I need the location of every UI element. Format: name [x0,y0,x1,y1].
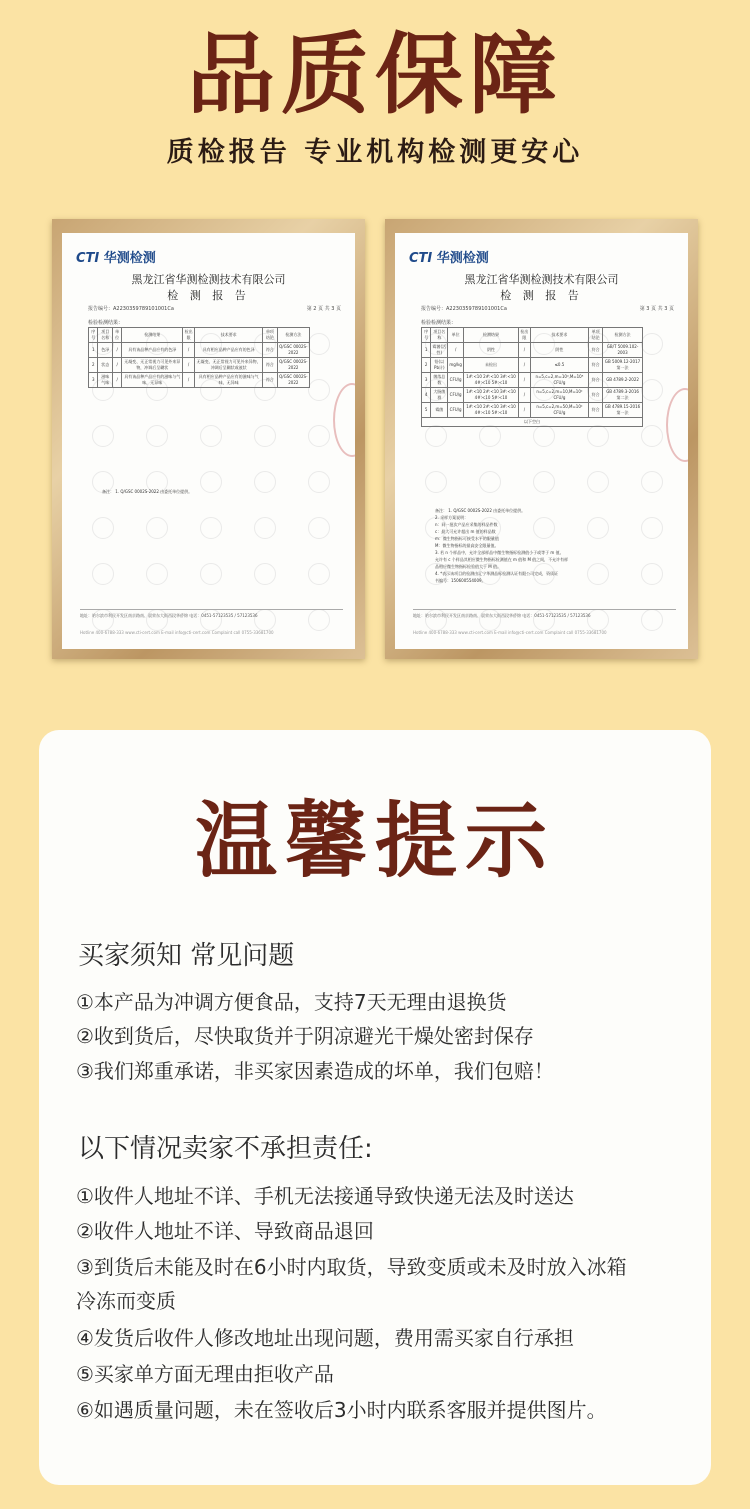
table-cell: 符合 [263,343,277,358]
table-cell: Q/GSC 0002S-2022 [277,358,309,373]
page-subtitle: 质检报告 专业机构检测更安心 [166,137,584,168]
table-cell: 4 [422,388,431,403]
table-header-cell: 检测方法 [603,328,643,343]
report-note-line: m：微生物指标可接受水平的限量值 [435,536,499,541]
watermark-icon [425,471,447,493]
watermark-icon [308,563,330,585]
table-header-cell: 序号 [89,328,98,343]
cti-logo-text: 华测检测 [436,251,489,266]
table-cell: / [183,373,195,388]
table-cell: 1 [422,343,431,358]
table-header-row [89,328,310,343]
report-company: 黑龙江省华测检测技术有限公司 [131,273,286,286]
table-header-cell: 检出限 [519,328,531,343]
table-cell: Q/GSC 0002S-2022 [277,343,309,358]
table-cell: 具有该品种产品应有的色泽 [122,343,183,358]
cti-logo-mark: CTI [409,251,433,266]
table-cell: 1 [89,343,98,358]
watermark-icon [641,379,663,401]
table-cell: 菌落总数 [431,373,448,388]
report-note-line: 3. 若 n 个样品中，允许全部样品中微生物指标检测值小于或等于 m 值。 [435,550,564,555]
seller-item: ④发货后收件人修改地址出现问题，费用需买家自行承担 [76,1326,574,1350]
table-header-cell: 检测结果 [122,328,183,343]
buyer-item: ①本产品为冲调方便食品，支持7天无理由退换货 [76,990,507,1014]
table-row [422,388,643,403]
table-cell: 5 [422,403,431,418]
table-cell: 具有该品种产品应有的滋味与气味，无异味 [122,373,183,388]
seal-stamp [333,383,355,457]
table-header-cell: 单项结论 [589,328,603,343]
report-page-right [395,233,688,649]
table-cell: 1#:<10 2#:<10 3#:<10 4#:<10 5#:<10 [463,388,518,403]
table-cell: mg/kg [448,358,464,373]
watermark-icon [641,471,663,493]
report-note-line: 2. 采样方案说明： [435,515,469,520]
table-cell: GB/T 5009.102-2003 [603,343,643,358]
section-label: 检验检测结果： [421,320,457,326]
watermark-icon [200,471,222,493]
table-cell: 符合 [589,388,603,403]
watermark-icon [146,425,168,447]
results-table-right [421,327,643,427]
table-header-cell: 项目名称 [431,328,448,343]
watermark-icon [533,471,555,493]
tips-card [39,730,711,1485]
buyer-item: ②收到货后，尽快取货并于阴凉避光干燥处密封保存 [76,1024,534,1048]
table-cell: Q/GSC 0002S-2022 [277,373,309,388]
table-cell: GB 4789.15-2016 第一法 [603,403,643,418]
seller-item: ⑤买家单方面无理由拒收产品 [76,1362,334,1386]
report-title: 检 测 报 告 [167,289,250,302]
seller-item: ⑥如遇质量问题，未在签收后3小时内联系客服并提供图片。 [76,1398,607,1422]
table-cell: / [519,343,531,358]
table-cell: / [112,373,121,388]
table-cell: GB 4789.3-2016 第二法 [603,388,643,403]
report-note-line: 备注： 1. Q/GSC 0002S-2022 由委托单位提供。 [435,508,526,513]
watermark-icon [92,517,114,539]
watermark-icon [254,425,276,447]
watermark-icon [479,425,501,447]
watermark-icon [641,563,663,585]
table-header-cell: 单位 [112,328,121,343]
seller-heading: 以下情况卖家不承担责任: [78,1134,373,1164]
seller-item: ①收件人地址不详、手机无法接通导致快递无法及时送达 [76,1184,574,1208]
report-frame-left [52,219,365,659]
watermark-icon [479,471,501,493]
table-cell: 大肠菌群 [431,388,448,403]
watermark-icon [308,471,330,493]
table-header-cell: 技术要求 [530,328,588,343]
watermark-icon [254,517,276,539]
table-cell: ≤0.5 [530,358,588,373]
report-note-line: 允许有 c 个样品其相应微生物指标检测值在 m 值和 M 值之间，不允许有样 [435,557,569,562]
watermark-icon [146,517,168,539]
table-cell: 符合 [589,373,603,388]
table-cell: 铅(以Pb计) [431,358,448,373]
report-page-number: 第 3 页 共 3 页 [639,306,674,312]
table-cell: 阴性 [463,343,518,358]
report-note-line: 品相应微生物指标检验值大于 M 值。 [435,564,501,569]
watermark-icon [308,379,330,401]
report-number-label: 报告编号： [421,306,447,312]
table-cell: / [519,403,531,418]
table-cell: 无凝变、无正常视力可见外来异物，冲调后呈糊状或液状 [195,358,263,373]
table-end-row [422,418,643,427]
table-header-cell: 技术要求 [195,328,263,343]
seal-stamp [666,388,688,462]
buyer-heading: 买家须知 常见问题 [78,941,295,971]
report-footer-contact: Hotline 400-6788-333 www.cti-cert.com E-mail info@cti-cert.com Complaint call 0755-33681700 [413,630,607,635]
report-company: 黑龙江省华测检测技术有限公司 [464,273,619,286]
report-title: 检 测 报 告 [500,289,583,302]
table-header-cell: 项目名称 [98,328,112,343]
report-number-line [88,305,341,312]
table-cell: 符合 [589,343,603,358]
table-cell: 无凝变、无正常视力可见外来异物，冲调后呈糊状 [122,358,183,373]
table-end-cell: 以下空白 [422,418,643,427]
report-number: A2230359789101001Ca [113,306,174,312]
table-cell: / [112,343,121,358]
report-footer-contact: Hotline 400-6788-333 www.cti-cert.com E-mail info@cti-cert.com Complaint call 0755-33681700 [80,630,274,635]
report-note: 备注： 1. Q/GSC 0002S-2022 由委托单位提供。 [102,489,193,494]
watermark-icon [146,563,168,585]
table-cell: 具有相应品种产品应有的滋味与气味，无异味 [195,373,263,388]
seller-item: ③到货后未能及时在6小时内取货，导致变质或未及时放入冰箱 [76,1255,627,1279]
report-number: A2230359789101001Ca [446,306,507,312]
table-cell: GB 4789.2-2022 [603,373,643,388]
cti-logo [409,247,489,266]
table-header-cell: 序号 [422,328,431,343]
table-cell: CFU/g [448,373,464,388]
table-cell: 色泽 [98,343,112,358]
table-cell: / [183,343,195,358]
table-cell: CFU/g [448,403,464,418]
cti-logo-mark: CTI [76,251,100,266]
table-cell: 1#:<10 2#:<10 3#:<10 4#:<10 5#:<10 [463,403,518,418]
cti-logo-text: 华测检测 [103,251,156,266]
table-cell: 3 [422,373,431,388]
table-cell: 霉菌 [431,403,448,418]
table-cell: 未检出 [463,358,518,373]
table-cell: 2 [422,358,431,373]
cti-logo [76,247,156,266]
watermark-icon [587,517,609,539]
watermark-icon [587,425,609,447]
table-cell: / [519,373,531,388]
table-header-cell: 检出限 [183,328,195,343]
watermark-icon [641,333,663,355]
seller-item: ②收件人地址不详、导致商品退回 [76,1219,374,1243]
table-cell: 3 [89,373,98,388]
table-header-cell: 单位 [448,328,464,343]
table-row [89,343,310,358]
page-title: 品质保障 [186,23,563,126]
watermark-icon [308,425,330,447]
report-footer: 地址：哈尔滨市利民开发区南京路南、晨荣东大街西段华侨锦 电话：0451-57123535 / 57123536 [80,609,343,619]
watermark-icon [254,471,276,493]
section-label: 检验检测结果： [88,320,124,326]
watermark-icon [254,563,276,585]
table-cell: GB 5009.12-2017 第一法 [603,358,643,373]
watermark-icon [200,563,222,585]
table-row [89,358,310,373]
table-cell: 符合 [263,358,277,373]
watermark-icon [200,425,222,447]
report-frame-right [385,219,698,659]
watermark-icon [587,563,609,585]
table-cell: n=5,c=2,m=10,M=10² CFU/g [530,388,588,403]
table-cell: 符合 [589,358,603,373]
report-notes [435,507,568,584]
table-header-cell: 检测方法 [277,328,309,343]
table-cell: 符合 [589,403,603,418]
table-cell: 滋味气味 [98,373,112,388]
report-footer: 地址：哈尔滨市利民开发区南京路南、晨荣东大街西段华侨锦 电话：0451-57123535 / 57123536 [413,609,676,619]
table-cell: / [519,388,531,403]
watermark-icon [641,517,663,539]
buyer-item: ③我们郑重承诺，非买家因素造成的坏单，我们包赔！ [76,1059,554,1083]
watermark-icon [92,563,114,585]
watermark-icon [533,425,555,447]
table-header-row [422,328,643,343]
report-note-line: M：微生物指标的最高安全限量值。 [435,543,499,548]
report-note-line: n：同一批次产品应采集的样品件数 [435,522,498,527]
table-cell: 符合 [263,373,277,388]
table-row [422,343,643,358]
results-table-left [88,327,310,388]
report-note-line: 书编号：150600554009。 [435,578,486,583]
table-cell: n=5,c=2,m=50,M=10² CFU/g [530,403,588,418]
report-page-left [62,233,355,649]
report-number-label: 报告编号： [88,306,114,312]
table-header-cell: 单项结论 [263,328,277,343]
report-note-line: 4. *表示该项目的检测由辽宁华测品标检测认证有限公司完成，资质证 [435,571,559,576]
table-row [89,373,310,388]
table-cell: / [448,343,464,358]
seller-item: 冷冻而变质 [76,1289,176,1313]
table-cell: 具有相应品种产品应有的色泽 [195,343,263,358]
table-cell: 2 [89,358,98,373]
table-cell: 1#:<10 2#:<10 3#:<10 4#:<10 5#:<10 [463,373,518,388]
table-row [422,373,643,388]
table-cell: / [519,358,531,373]
report-note-line: c：最大可允许超出 m 值的样品数 [435,529,496,534]
table-row [422,403,643,418]
tips-title: 温馨提示 [194,794,555,889]
table-cell: / [112,358,121,373]
table-cell: CFU/g [448,388,464,403]
table-cell: 霉菌(活性) [431,343,448,358]
report-page-number: 第 2 页 共 3 页 [306,306,341,312]
table-header-cell: 检测结果 [463,328,518,343]
watermark-icon [425,425,447,447]
watermark-icon [92,425,114,447]
table-cell: 阴性 [530,343,588,358]
table-cell: n=5,c=2,m=10⁴,M=10⁵ CFU/g [530,373,588,388]
watermark-icon [200,517,222,539]
watermark-icon [587,471,609,493]
table-cell: 状态 [98,358,112,373]
report-number-line [421,305,674,312]
watermark-icon [308,333,330,355]
table-cell: / [183,358,195,373]
watermark-icon [641,425,663,447]
watermark-icon [308,517,330,539]
table-row [422,358,643,373]
